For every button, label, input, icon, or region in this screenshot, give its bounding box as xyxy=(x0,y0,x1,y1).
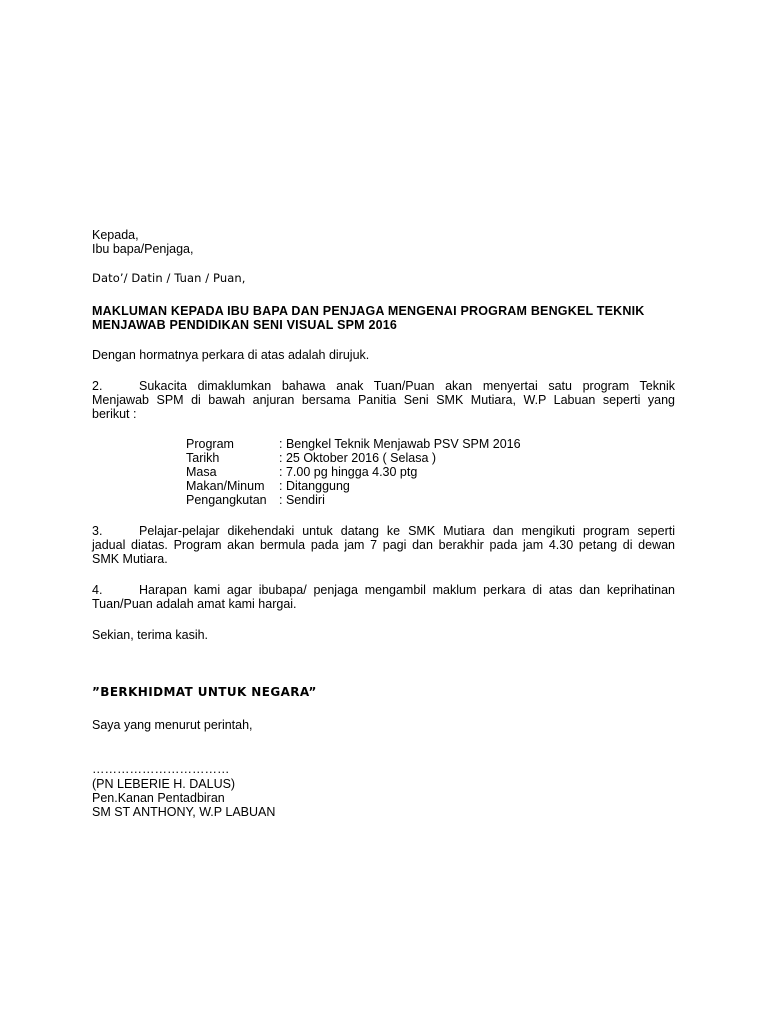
para4-number: 4. xyxy=(92,583,103,597)
by-order: Saya yang menurut perintah, xyxy=(92,718,253,732)
detail-label: Tarikh xyxy=(186,451,220,465)
para3-line-2: jadual diatas. Program akan bermula pada jam 7 pagi dan berakhir pada jam 4.30 petang di dewan xyxy=(92,538,675,552)
signature-line: …………………………… xyxy=(92,762,230,776)
recipient-line-1: Kepada, xyxy=(92,228,139,242)
para3-text-1: Pelajar-pelajar dikehendaki untuk datang ke SMK Mutiara dan mengikuti program seperti xyxy=(139,524,675,538)
para4-text-1: Harapan kami agar ibubapa/ penjaga mengambil maklum perkara di atas dan keprihatinan xyxy=(139,583,675,597)
detail-value: : 7.00 pg hingga 4.30 ptg xyxy=(279,465,418,479)
detail-value: : Bengkel Teknik Menjawab PSV SPM 2016 xyxy=(279,437,521,451)
salutation: Dato’/ Datin / Tuan / Puan, xyxy=(92,271,246,285)
para3-number: 3. xyxy=(92,524,103,538)
detail-label: Pengangkutan xyxy=(186,493,267,507)
detail-row-transport xyxy=(186,493,521,507)
detail-value: : Ditanggung xyxy=(279,479,350,493)
para2-line-1 xyxy=(92,379,675,393)
para2-line-3: berikut : xyxy=(92,407,137,421)
detail-row-program xyxy=(186,437,521,451)
opening-sentence: Dengan hormatnya perkara di atas adalah dirujuk. xyxy=(92,348,370,362)
detail-row-date xyxy=(186,451,521,465)
signatory-name: (PN LEBERIE H. DALUS) xyxy=(92,777,236,791)
detail-value: : Sendiri xyxy=(279,493,325,507)
para4-line-2: Tuan/Puan adalah amat kami hargai. xyxy=(92,597,297,611)
closing: Sekian, terima kasih. xyxy=(92,628,209,642)
detail-label: Program xyxy=(186,437,234,451)
detail-row-time xyxy=(186,465,521,479)
detail-row-meals xyxy=(186,479,521,493)
signatory-position: Pen.Kanan Pentadbiran xyxy=(92,791,225,805)
para3-line-1 xyxy=(92,524,675,538)
para2-text-1: Sukacita dimaklumkan bahawa anak Tuan/Puan akan menyertai satu program Teknik xyxy=(139,379,675,393)
subject-line-1: MAKLUMAN KEPADA IBU BAPA DAN PENJAGA MENGENAI PROGRAM BENGKEL TEKNIK xyxy=(92,304,645,318)
para2-line-2: Menjawab SPM di bawah anjuran bersama Panitia Seni SMK Mutiara, W.P Labuan seperti yang xyxy=(92,393,675,407)
detail-label: Makan/Minum xyxy=(186,479,265,493)
para2-number: 2. xyxy=(92,379,103,393)
detail-label: Masa xyxy=(186,465,217,479)
subject-line-2: MENJAWAB PENDIDIKAN SENI VISUAL SPM 2016 xyxy=(92,318,398,332)
detail-value: : 25 Oktober 2016 ( Selasa ) xyxy=(279,451,437,465)
motto: ”BERKHIDMAT UNTUK NEGARA” xyxy=(92,685,317,699)
signatory-school: SM ST ANTHONY, W.P LABUAN xyxy=(92,805,276,819)
program-details xyxy=(186,437,521,507)
para3-line-3: SMK Mutiara. xyxy=(92,552,168,566)
para4-line-1 xyxy=(92,583,675,597)
recipient-line-2: Ibu bapa/Penjaga, xyxy=(92,242,194,256)
